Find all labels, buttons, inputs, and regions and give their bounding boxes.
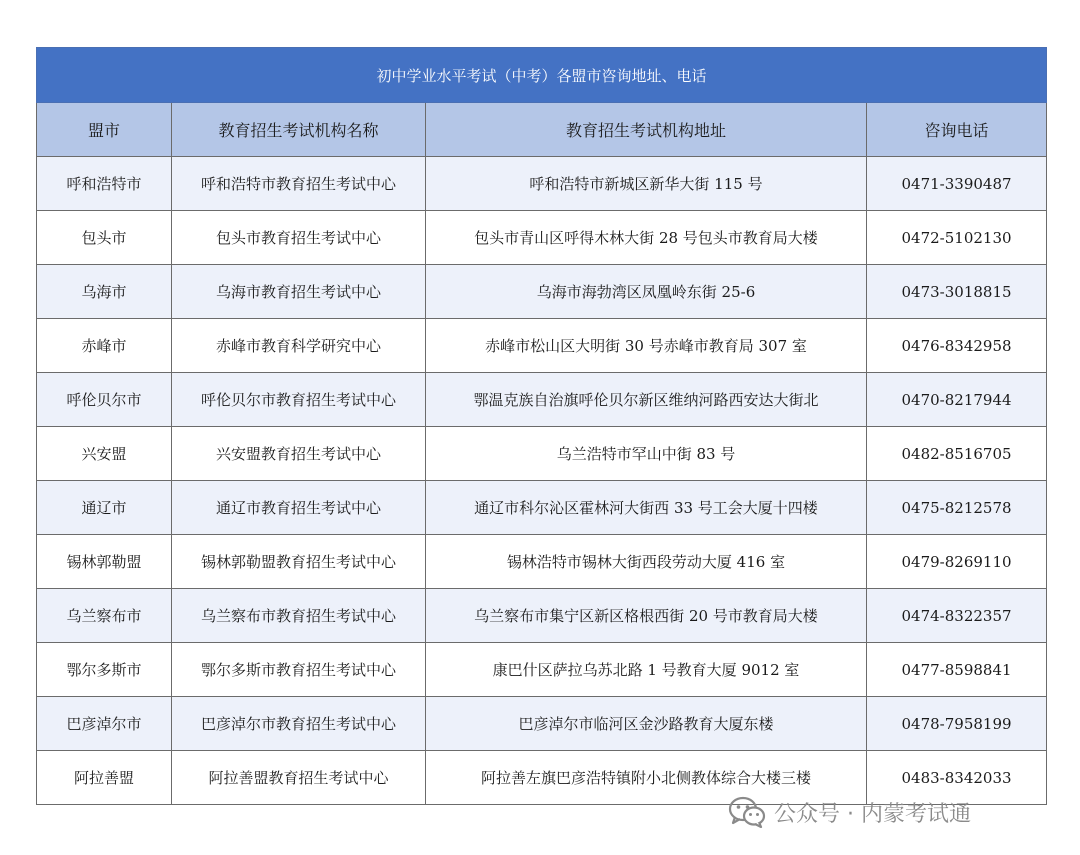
table-row	[37, 427, 1047, 481]
cell-org: 乌兰察布市教育招生考试中心	[172, 589, 426, 643]
cell-phone: 0477-8598841	[867, 643, 1047, 697]
cell-city: 乌海市	[37, 265, 172, 319]
table-row	[37, 319, 1047, 373]
cell-org: 呼伦贝尔市教育招生考试中心	[172, 373, 426, 427]
cell-phone: 0470-8217944	[867, 373, 1047, 427]
column-header-org: 教育招生考试机构名称	[172, 103, 426, 157]
wechat-icon	[728, 796, 766, 828]
table-row	[37, 643, 1047, 697]
table-row	[37, 373, 1047, 427]
cell-phone: 0474-8322357	[867, 589, 1047, 643]
cell-city: 呼伦贝尔市	[37, 373, 172, 427]
cell-address: 包头市青山区呼得木林大街 28 号包头市教育局大楼	[426, 211, 867, 265]
cell-city: 锡林郭勒盟	[37, 535, 172, 589]
cell-phone: 0473-3018815	[867, 265, 1047, 319]
cell-city: 乌兰察布市	[37, 589, 172, 643]
cell-phone: 0476-8342958	[867, 319, 1047, 373]
cell-address: 乌兰浩特市罕山中街 83 号	[426, 427, 867, 481]
cell-address: 乌海市海勃湾区凤凰岭东街 25-6	[426, 265, 867, 319]
cell-address: 鄂温克族自治旗呼伦贝尔新区维纳河路西安达大街北	[426, 373, 867, 427]
table-row	[37, 535, 1047, 589]
cell-address: 阿拉善左旗巴彦浩特镇附小北侧教体综合大楼三楼	[426, 751, 867, 805]
cell-city: 呼和浩特市	[37, 157, 172, 211]
cell-org: 阿拉善盟教育招生考试中心	[172, 751, 426, 805]
table-row	[37, 481, 1047, 535]
contact-table-container	[36, 47, 1046, 805]
cell-address: 巴彦淖尔市临河区金沙路教育大厦东楼	[426, 697, 867, 751]
wechat-watermark	[728, 794, 971, 830]
contact-table	[36, 47, 1047, 805]
table-row	[37, 211, 1047, 265]
cell-org: 乌海市教育招生考试中心	[172, 265, 426, 319]
cell-org: 呼和浩特市教育招生考试中心	[172, 157, 426, 211]
cell-org: 鄂尔多斯市教育招生考试中心	[172, 643, 426, 697]
watermark-text: 公众号 · 内蒙考试通	[774, 801, 971, 827]
cell-org: 锡林郭勒盟教育招生考试中心	[172, 535, 426, 589]
column-header-city: 盟市	[37, 103, 172, 157]
cell-city: 赤峰市	[37, 319, 172, 373]
table-row	[37, 265, 1047, 319]
cell-city: 鄂尔多斯市	[37, 643, 172, 697]
cell-address: 锡林浩特市锡林大街西段劳动大厦 416 室	[426, 535, 867, 589]
table-row	[37, 589, 1047, 643]
table-title: 初中学业水平考试（中考）各盟市咨询地址、电话	[37, 48, 1047, 103]
table-row	[37, 697, 1047, 751]
cell-phone: 0482-8516705	[867, 427, 1047, 481]
cell-address: 乌兰察布市集宁区新区格根西街 20 号市教育局大楼	[426, 589, 867, 643]
cell-org: 巴彦淖尔市教育招生考试中心	[172, 697, 426, 751]
cell-city: 通辽市	[37, 481, 172, 535]
cell-org: 兴安盟教育招生考试中心	[172, 427, 426, 481]
cell-city: 兴安盟	[37, 427, 172, 481]
cell-city: 巴彦淖尔市	[37, 697, 172, 751]
cell-city: 包头市	[37, 211, 172, 265]
cell-phone: 0479-8269110	[867, 535, 1047, 589]
cell-address: 呼和浩特市新城区新华大街 115 号	[426, 157, 867, 211]
cell-address: 通辽市科尔沁区霍林河大街西 33 号工会大厦十四楼	[426, 481, 867, 535]
cell-org: 通辽市教育招生考试中心	[172, 481, 426, 535]
cell-phone: 0483-8342033	[867, 751, 1047, 805]
cell-phone: 0478-7958199	[867, 697, 1047, 751]
cell-phone: 0472-5102130	[867, 211, 1047, 265]
table-row	[37, 157, 1047, 211]
cell-org: 包头市教育招生考试中心	[172, 211, 426, 265]
column-header-address: 教育招生考试机构地址	[426, 103, 867, 157]
cell-address: 康巴什区萨拉乌苏北路 1 号教育大厦 9012 室	[426, 643, 867, 697]
cell-org: 赤峰市教育科学研究中心	[172, 319, 426, 373]
table-header-row	[37, 103, 1047, 157]
column-header-phone: 咨询电话	[867, 103, 1047, 157]
cell-phone: 0471-3390487	[867, 157, 1047, 211]
table-title-row	[37, 48, 1047, 103]
cell-city: 阿拉善盟	[37, 751, 172, 805]
cell-address: 赤峰市松山区大明街 30 号赤峰市教育局 307 室	[426, 319, 867, 373]
cell-phone: 0475-8212578	[867, 481, 1047, 535]
